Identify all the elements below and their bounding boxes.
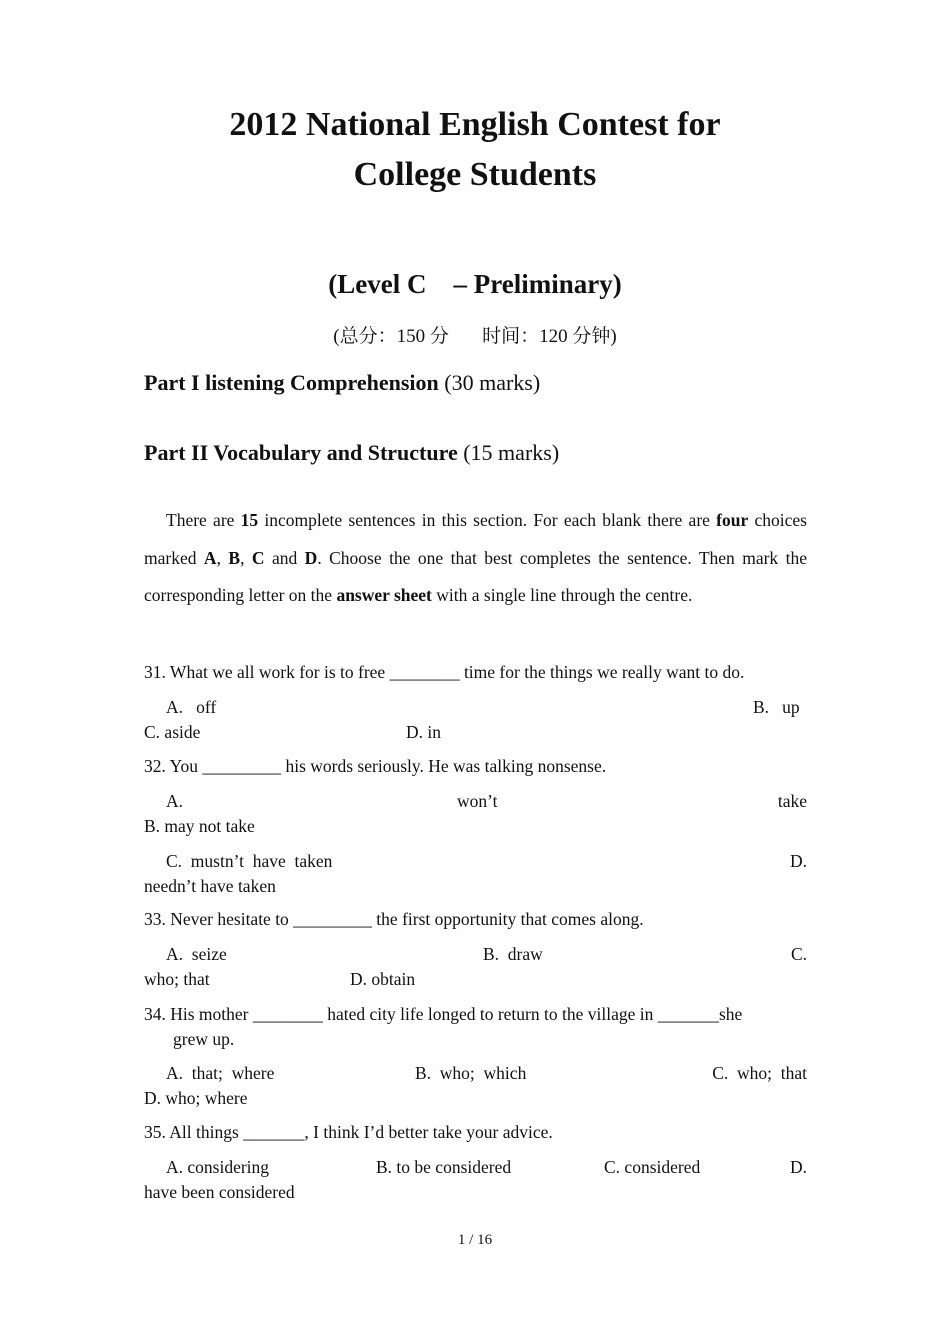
question-34-options-cont: [144, 1088, 807, 1112]
question-35-stem: 35. All things _______, I think I’d better take your advice.: [144, 1122, 553, 1142]
option-a-text-2: take: [777, 791, 807, 811]
question-31-stem: 31. What we all work for is to free ________ time for the things we really want to do.: [144, 662, 745, 682]
option-c: C. considered: [604, 1157, 701, 1177]
option-b: B. who; which: [415, 1063, 527, 1083]
part-2-title: Part II Vocabulary and Structure: [144, 440, 458, 465]
question-32-stem: 32. You _________ his words seriously. He was talking nonsense.: [144, 756, 607, 776]
option-c: C. mustn’t have taken: [166, 851, 333, 871]
instructions: There are 15 incomplete sentences in this section. For each blank there are four choices marked A, B, C and D. Choose the one that best completes the sentence. Then mark the corresponding letter on the answer sheet with a single line through the centre.: [144, 510, 807, 605]
part-2-heading: [144, 440, 559, 466]
question-32-options: [144, 791, 807, 815]
option-a: A. off: [166, 697, 217, 717]
title-line-1: 2012 National English Contest for: [229, 106, 721, 143]
option-a: A. that; where: [166, 1063, 275, 1083]
question-33-stem: 33. Never hesitate to _________ the first opportunity that comes along.: [144, 909, 644, 929]
question-34-stem: 34. His mother ________ hated city life longed to return to the village in _______she: [144, 1004, 743, 1024]
question-33-options-cont: [144, 969, 807, 993]
time-limit: 时间：120 分钟): [482, 326, 617, 347]
option-d: D. in: [406, 722, 441, 742]
title-line-2: College Students: [353, 156, 597, 193]
option-d: D. obtain: [350, 969, 416, 989]
question-34-options: [144, 1063, 807, 1087]
question-32-options-row2-cont: [144, 876, 807, 900]
question-31-options: [144, 697, 807, 721]
page-number: 1 / 16: [457, 1232, 493, 1248]
question-34-stem-cont: grew up.: [173, 1029, 235, 1049]
option-a-text-1: won’t: [457, 791, 498, 811]
part-2-marks: (15 marks): [463, 440, 560, 465]
question-33-options: [144, 944, 807, 968]
question-35-options: [144, 1157, 807, 1181]
question-31-options-cont: [144, 722, 807, 746]
option-d: D.: [789, 1157, 807, 1177]
option-a: A.: [166, 791, 184, 811]
option-a: A. seize: [166, 944, 227, 964]
part-1-heading: [144, 370, 540, 396]
option-c: C.: [790, 944, 807, 964]
score-total: (总分：150 分: [333, 326, 449, 347]
option-d: D. who; where: [144, 1088, 248, 1108]
option-b: B. draw: [483, 944, 543, 964]
option-d-text: have been considered: [144, 1182, 295, 1202]
option-c: C. who; that: [712, 1063, 807, 1083]
option-d: D.: [789, 851, 807, 871]
score-time-line: [0, 321, 950, 348]
level-subtitle: (Level C – Preliminary): [328, 269, 622, 299]
option-d-text: needn’t have taken: [144, 876, 276, 896]
option-b: B. to be considered: [376, 1157, 512, 1177]
question-32-options-cont: [144, 816, 807, 840]
option-c-text: who; that: [144, 969, 210, 989]
question-35-options-cont: [144, 1182, 807, 1206]
part-1-marks: (30 marks): [444, 370, 541, 395]
option-b: B. up: [753, 697, 800, 717]
part-1-title: Part I listening Comprehension: [144, 370, 439, 395]
question-32-options-row2: [144, 851, 807, 875]
option-a: A. considering: [166, 1157, 270, 1177]
option-c: C. aside: [144, 722, 201, 742]
option-b: B. may not take: [144, 816, 255, 836]
